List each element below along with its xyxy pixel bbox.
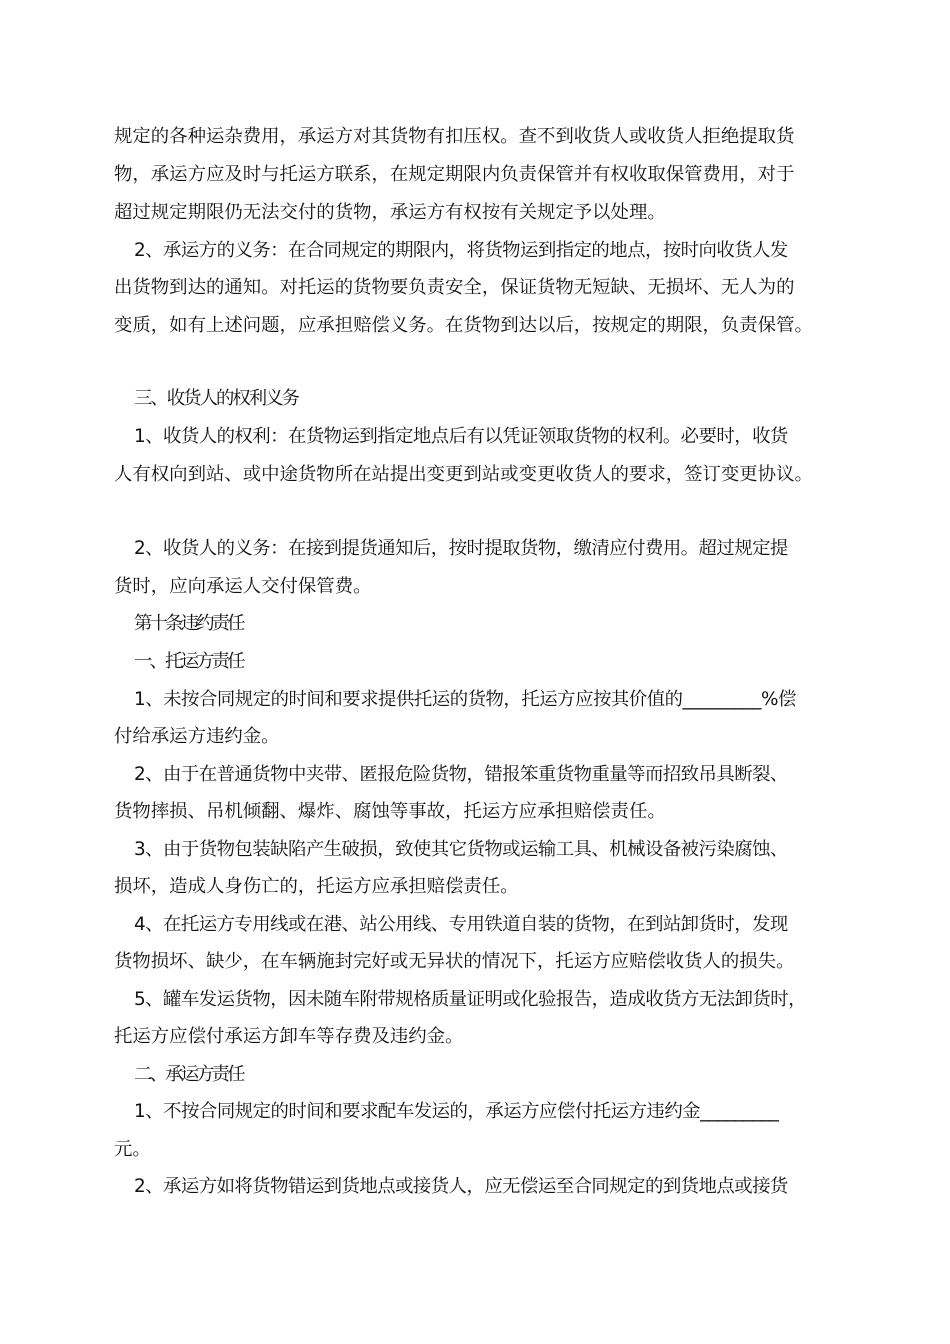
text-line: 2、由于在普通货物中夹带、匿报危险货物，错报笨重货物重量等而招致吊具断裂、	[134, 764, 788, 785]
text-line: 货物损坏、缺少，在车辆施封完好或无异状的情况下，托运方应赔偿收货人的损失。	[114, 951, 795, 972]
text-line: 4、在托运方专用线或在港、站公用线、专用铁道自装的货物，在到站卸货时，发现	[134, 914, 788, 935]
section-heading: 二、承运方责任	[134, 1064, 243, 1085]
section-heading: 一、托运方责任	[134, 651, 243, 672]
text-line: 人有权向到站、或中途货物所在站提出变更到站或变更收货人的要求，签订变更协议。	[114, 464, 813, 485]
text-line: 物，承运方应及时与托运方联系，在规定期限内负责保管并有权收取保管费用，对于	[114, 164, 795, 185]
text-line: 货时，应向承运人交付保管费。	[114, 576, 372, 597]
text-line: 2、收货人的义务：在接到提货通知后，按时提取货物，缴清应付费用。超过规定提	[134, 538, 788, 559]
text-line: 货物摔损、吊机倾翻、爆炸、腐蚀等事故，托运方应承担赔偿责任。	[114, 801, 666, 822]
article-heading: 第十条违约责任	[134, 613, 243, 634]
text-line: 变质，如有上述问题，应承担赔偿义务。在货物到达以后，按规定的期限，负责保管。	[114, 315, 813, 336]
text-line: 1、收货人的权利：在货物运到指定地点后有以凭证领取货物的权利。必要时，收货	[134, 426, 788, 447]
text-line: 付给承运方违约金。	[114, 726, 280, 747]
text-line: 1、未按合同规定的时间和要求提供托运的货物，托运方应按其价值的_________%偿	[134, 689, 796, 710]
text-line: 损坏，造成人身伤亡的，托运方应承担赔偿责任。	[114, 876, 519, 897]
text-line: 3、由于货物包装缺陷产生破损，致使其它货物或运输工具、机械设备被污染腐蚀、	[134, 839, 788, 860]
text-line: 1、不按合同规定的时间和要求配车发运的，承运方应偿付托运方违约金_________	[134, 1101, 779, 1122]
text-line: 2、承运方的义务：在合同规定的期限内，将货物运到指定的地点，按时向收货人发	[134, 240, 788, 261]
section-heading: 三、收货人的权利义务	[134, 388, 298, 409]
text-line: 出货物到达的通知。对托运的货物要负责安全，保证货物无短缺、无损坏、无人为的	[114, 277, 795, 298]
text-line: 5、罐车发运货物，因未随车附带规格质量证明或化验报告，造成收货方无法卸货时，	[134, 989, 807, 1010]
text-line: 元。	[114, 1139, 151, 1160]
text-line: 2、承运方如将货物错运到货地点或接货人，应无偿运至合同规定的到货地点或接货	[134, 1176, 788, 1197]
text-line: 超过规定期限仍无法交付的货物，承运方有权按有关规定予以处理。	[114, 202, 666, 223]
text-line: 规定的各种运杂费用，承运方对其货物有扣压权。查不到收货人或收货人拒绝提取货	[114, 126, 795, 147]
text-line: 托运方应偿付承运方卸车等存费及违约金。	[114, 1026, 464, 1047]
